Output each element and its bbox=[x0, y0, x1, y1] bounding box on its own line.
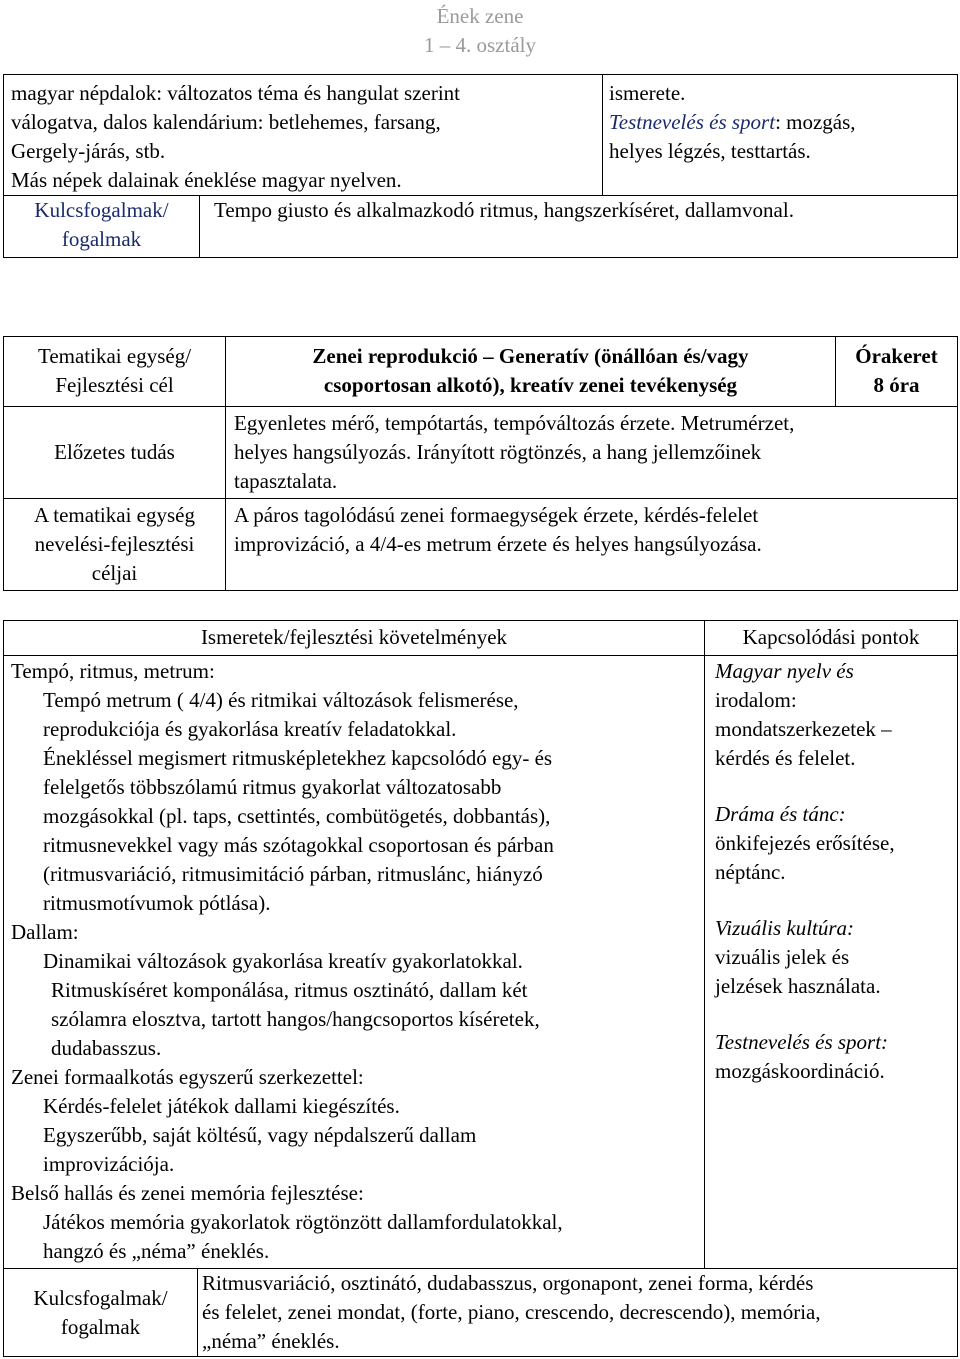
unit-title-cell bbox=[226, 337, 836, 407]
section-line: Ritmuskíséret komponálása, ritmus osztinátó, dallam két bbox=[51, 978, 528, 1002]
section-line: (ritmusvariáció, ritmusimitáció párban, ritmuslánc, hiányzó bbox=[43, 862, 543, 886]
prior-label: Előzetes tudás bbox=[54, 440, 175, 464]
section-line: Játékos memória gyakorlatok rögtönzött dallamfordulatokkal, bbox=[43, 1210, 563, 1234]
connection-line: néptánc. bbox=[715, 860, 786, 884]
section-line: improvizációja. bbox=[43, 1152, 175, 1176]
key-label: fogalmak bbox=[61, 227, 142, 251]
key-label: Kulcsfogalmak/ bbox=[34, 198, 169, 222]
section-line: hangzó és „néma” éneklés. bbox=[43, 1239, 270, 1263]
section-line: ritmusnevekkel vagy más szótagokkal csoportosan és párban bbox=[43, 833, 554, 857]
section-line: Egyszerűbb, saját költésű, vagy népdalszerű dallam bbox=[43, 1123, 477, 1147]
prior-value-cell bbox=[226, 407, 958, 499]
main-table bbox=[3, 620, 958, 1357]
key-label: fogalmak bbox=[60, 1314, 141, 1339]
top-key-row bbox=[4, 196, 958, 258]
connection-line: kérdés és felelet. bbox=[715, 746, 856, 770]
main-key-row bbox=[4, 1269, 958, 1357]
unit-title-row bbox=[4, 337, 958, 407]
section-line: ritmusmotívumok pótlása). bbox=[43, 891, 271, 915]
goals-line: improvizáció, a 4/4-es metrum érzete és helyes hangsúlyozása. bbox=[234, 532, 762, 556]
unit-title: Zenei reprodukció – Generatív (önállóan és/vagy bbox=[312, 344, 749, 368]
connection-subject: Magyar nyelv és bbox=[715, 659, 854, 683]
section-line: felelgetős többszólamú ritmus gyakorlat változatosabb bbox=[43, 775, 502, 799]
goals-label: céljai bbox=[91, 561, 138, 585]
key-label-cell bbox=[4, 196, 200, 258]
goals-row bbox=[4, 499, 958, 591]
top-left-cell bbox=[4, 75, 603, 196]
connection-line: irodalom: bbox=[715, 688, 797, 712]
connections-cell bbox=[705, 656, 958, 1269]
connection-line: vizuális jelek és bbox=[715, 945, 850, 969]
connection-line: mozgáskoordináció. bbox=[715, 1059, 885, 1083]
prior-line: tapasztalata. bbox=[234, 469, 338, 493]
unit-label: Fejlesztési cél bbox=[55, 373, 174, 397]
connection-subject: Vizuális kultúra: bbox=[715, 916, 855, 940]
connection-line: önkifejezés erősítése, bbox=[715, 831, 895, 855]
key-line: és felelet, zenei mondat, (forte, piano, crescendo, decrescendo), memória, bbox=[202, 1300, 821, 1324]
goals-label-cell bbox=[4, 499, 226, 591]
prior-line: Egyenletes mérő, tempótartás, tempóváltozás érzete. Metrumérzet, bbox=[234, 411, 795, 435]
unit-table bbox=[3, 336, 958, 591]
hours-cell bbox=[836, 337, 958, 407]
section-line: szólamra elosztva, tartott hangos/hangcsoportos kíséretek, bbox=[51, 1007, 540, 1031]
prior-row bbox=[4, 407, 958, 499]
key-line: „néma” éneklés. bbox=[202, 1329, 340, 1353]
top-right-cell bbox=[603, 75, 958, 196]
goals-line: A páros tagolódású zenei formaegységek érzete, kérdés-felelet bbox=[234, 503, 759, 527]
col2-header-cell bbox=[705, 621, 958, 656]
key-line: Ritmusvariáció, osztinátó, dudabasszus, orgonapont, zenei forma, kérdés bbox=[202, 1271, 814, 1295]
section-heading: Zenei formaalkotás egyszerű szerkezettel: bbox=[11, 1065, 364, 1089]
key-value: Tempo giusto és alkalmazkodó ritmus, hangszerkíséret, dallamvonal. bbox=[214, 198, 794, 222]
section-line: Dinamikai változások gyakorlása kreatív gyakorlatokkal. bbox=[43, 949, 523, 973]
connection-subject: Testnevelés és sport: bbox=[715, 1030, 889, 1054]
hours-value: 8 óra bbox=[873, 373, 920, 397]
section-line: Énekléssel megismert ritmusképletekhez kapcsolódó egy- és bbox=[43, 746, 553, 770]
header-subject: Ének zene bbox=[436, 4, 524, 28]
top-left-line: magyar népdalok: változatos téma és hangulat szerint bbox=[11, 81, 461, 105]
top-content-row bbox=[4, 75, 958, 196]
goals-label: A tematikai egység bbox=[34, 503, 195, 527]
header-grades: 1 – 4. osztály bbox=[424, 33, 536, 57]
connection-subject: Dráma és tánc: bbox=[715, 802, 846, 826]
goals-value-cell bbox=[226, 499, 958, 591]
main-content-row bbox=[4, 656, 958, 1269]
top-left-line: Gergely-járás, stb. bbox=[11, 139, 166, 163]
unit-label: Tematikai egység/ bbox=[37, 344, 192, 368]
hours-label: Órakeret bbox=[855, 344, 938, 368]
top-table bbox=[3, 74, 958, 258]
section-line: Kérdés-felelet játékok dallami kiegészítés. bbox=[43, 1094, 400, 1118]
main-key-label-cell bbox=[4, 1269, 198, 1357]
connection-line: jelzések használata. bbox=[715, 974, 881, 998]
goals-label: nevelési-fejlesztési bbox=[34, 532, 195, 556]
connection-line: mondatszerkezetek – bbox=[715, 717, 892, 741]
subject-link: Testnevelés és sport bbox=[609, 110, 776, 134]
unit-label-cell bbox=[4, 337, 226, 407]
section-line: dudabasszus. bbox=[51, 1036, 162, 1060]
section-line: reprodukciója és gyakorlása kreatív feladatokkal. bbox=[43, 717, 457, 741]
col2-header: Kapcsolódási pontok bbox=[742, 625, 920, 649]
prior-line: helyes hangsúlyozás. Irányított rögtönzés, a hang jellemzőinek bbox=[234, 440, 762, 464]
prior-label-cell bbox=[4, 407, 226, 499]
top-left-line: válogatva, dalos kalendárium: betlehemes, farsang, bbox=[11, 110, 441, 134]
section-heading: Tempó, ritmus, metrum: bbox=[11, 659, 215, 683]
section-line: mozgásokkal (pl. taps, csettintés, combütögetés, dobbantás), bbox=[43, 804, 551, 828]
unit-title: csoportosan alkotó), kreatív zenei tevékenység bbox=[323, 373, 738, 397]
top-right-line: Testnevelés és sport: mozgás, bbox=[609, 110, 856, 134]
section-heading: Belső hallás és zenei memória fejlesztése: bbox=[11, 1181, 364, 1205]
col1-header-cell bbox=[4, 621, 705, 656]
requirements-cell bbox=[4, 656, 705, 1269]
section-line: Tempó metrum ( 4/4) és ritmikai változások felismerése, bbox=[43, 688, 519, 712]
top-right-line: helyes légzés, testtartás. bbox=[609, 139, 811, 163]
top-left-line: Más népek dalainak éneklése magyar nyelven. bbox=[11, 168, 402, 192]
top-right-line: ismerete. bbox=[609, 81, 686, 105]
key-label: Kulcsfogalmak/ bbox=[33, 1285, 168, 1310]
section-heading: Dallam: bbox=[11, 920, 79, 944]
col1-header: Ismeretek/fejlesztési követelmények bbox=[200, 625, 508, 649]
key-value-cell bbox=[200, 196, 958, 258]
main-key-value-cell bbox=[198, 1269, 958, 1357]
main-header-row bbox=[4, 621, 958, 656]
